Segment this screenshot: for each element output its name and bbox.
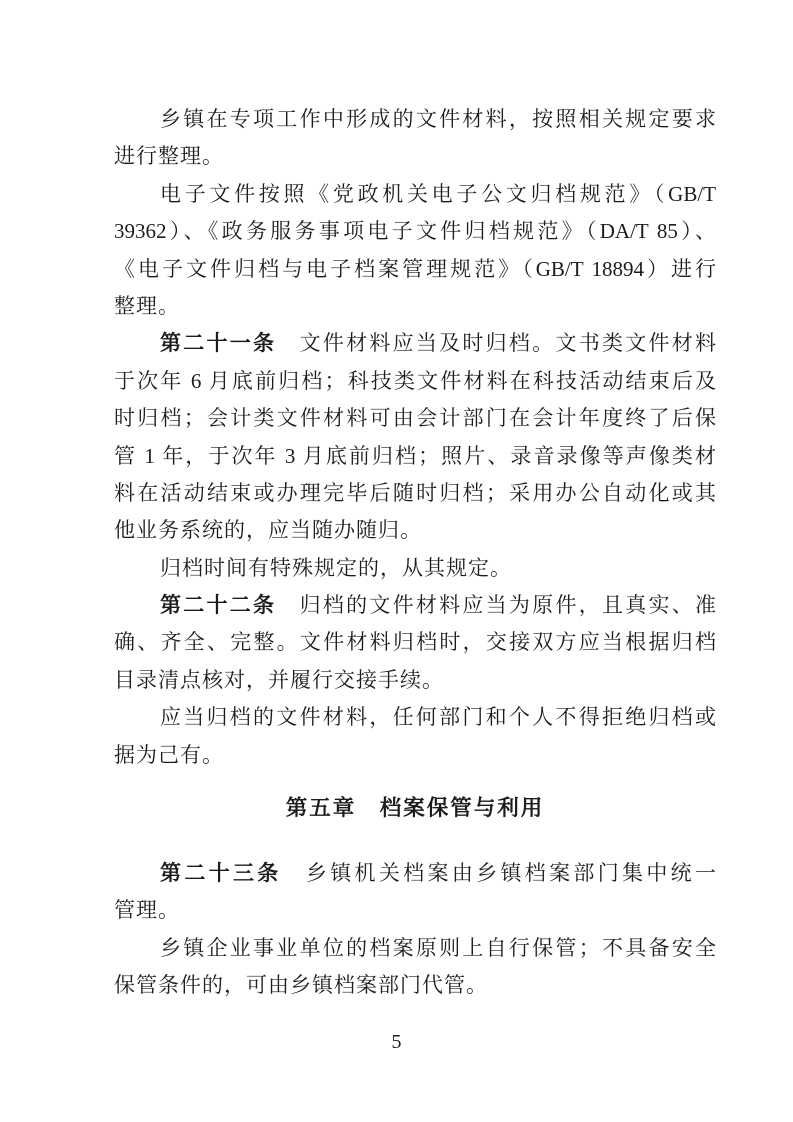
paragraph [114,699,716,774]
text-line [114,213,716,250]
text-line [114,288,716,325]
text-segment: 确、齐全、完整。文件材料归档时，交接双方应当根据归档 [114,630,716,655]
page-footer [0,1031,793,1054]
text-segment: 据为己有。 [114,742,224,767]
text-segment: 于次年 6 月底前归档；科技类文件材料在科技活动结束后及 [114,368,716,393]
text-segment: 目录清点核对，并履行交接手续。 [114,667,444,692]
text-segment: 管 1 年，于次年 3 月底前归档；照片、录音录像等声像类材 [114,443,716,468]
paragraph [114,550,716,587]
text-segment: 乡镇企业事业单位的档案原则上自行保管；不具备安全 [160,935,716,960]
text-segment: 管理。 [114,898,180,923]
text-line [114,400,716,437]
text-line [114,587,716,624]
text-segment: 39362）、《政务服务事项电子文件归档规范》（DA/T 85）、 [114,219,716,244]
text-line [114,438,716,475]
text-segment: 他业务系统的，应当随办随归。 [114,518,422,543]
document-body [114,101,716,1005]
text-line [114,699,716,736]
chapter-heading: 第五章 档案保管与利用 [285,796,545,821]
paragraph [114,930,716,1005]
text-segment: 时归档；会计类文件材料可由会计部门在会计年度终了后保 [114,406,716,431]
text-segment: 料在活动结束或办理完毕后随时归档；采用办公自动化或其 [114,480,716,505]
text-line [114,967,716,1004]
article-number: 第二十一条 [160,332,277,356]
text-segment: 文件材料应当及时归档。文书类文件材料 [276,331,717,356]
text-segment: 电子文件按照《党政机关电子公文归档规范》（GB/T [160,181,716,206]
text-segment: 应当归档的文件材料，任何部门和个人不得拒绝归档或 [160,705,716,730]
text-line [114,550,716,587]
text-segment: 乡镇在专项工作中形成的文件材料，按照相关规定要求 [160,107,716,131]
text-segment: 整理。 [114,293,180,318]
article-number: 第二十三条 [160,862,282,886]
text-line [114,930,716,967]
text-line [114,101,716,138]
text-line [114,475,716,512]
text-line [114,363,716,400]
paragraph [114,325,716,549]
article-number: 第二十二条 [160,594,277,618]
text-segment: 乡镇机关档案由乡镇档案部门集中统一 [281,861,717,886]
text-line [114,138,716,175]
text-segment: 《电子文件归档与电子档案管理规范》（GB/T 18894）进行 [114,256,716,281]
text-segment: 归档的文件材料应当为原件，且真实、准 [276,593,717,618]
paragraph [114,587,716,699]
paragraph [114,101,716,176]
text-line [114,737,716,774]
text-segment: 保管条件的，可由乡镇档案部门代管。 [114,973,488,998]
paragraph [114,855,716,930]
text-line [114,251,716,288]
text-line [114,662,716,699]
text-line [114,325,716,362]
text-line [114,855,716,892]
text-line [114,512,716,549]
text-segment: 归档时间有特殊规定的，从其规定。 [160,555,512,580]
page-number: 5 [391,1031,402,1053]
text-line [114,176,716,213]
text-segment: 进行整理。 [114,144,224,169]
text-line [114,892,716,929]
text-line [114,624,716,661]
paragraph [114,176,716,326]
